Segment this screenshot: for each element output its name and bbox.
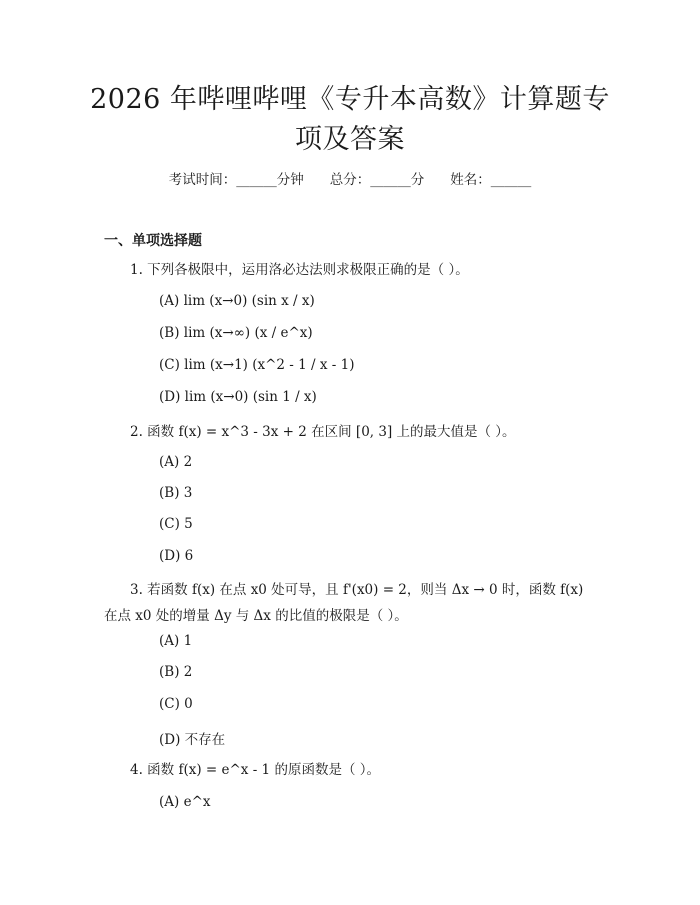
question-4-option-a: (A) e^x [159,794,211,810]
total-score-field: 总分：______分 [329,172,425,188]
question-2-stem: 2. 函数 f(x) = x^3 - 3x + 2 在区间 [0, 3] 上的最大值是（ ）。 [130,424,516,440]
question-3-option-a: (A) 1 [159,633,193,649]
section-title: 一、单项选择题 [104,233,202,249]
question-2-option-b: (B) 3 [159,485,193,501]
exam-time-field: 考试时间：______分钟 [168,172,304,188]
name-field: 姓名：______ [450,172,532,188]
question-1-option-b: (B) lim (x→∞) (x / e^x) [159,325,313,341]
exam-meta [0,168,700,188]
question-1-option-c: (C) lim (x→1) (x^2 - 1 / x - 1) [159,357,355,373]
document-title: 2026 年哔哩哔哩《专升本高数》计算题专项及答案 [90,84,610,155]
question-2-option-c: (C) 5 [159,516,193,532]
question-1-option-d: (D) lim (x→0) (sin 1 / x) [159,389,317,405]
question-3-option-b: (B) 2 [159,664,193,680]
question-3-stem: 3. 若函数 f(x) 在点 x0 处可导，且 f'(x0) = 2，则当 Δx → 0 时，函数 f(x) 在点 x0 处的增量 Δy 与 Δx 的比值的极限是（ ）。 [104,582,584,624]
question-2-option-d: (D) 6 [159,548,194,564]
question-1-option-a: (A) lim (x→0) (sin x / x) [159,293,315,309]
question-1-stem: 1. 下列各极限中，运用洛必达法则求极限正确的是（ ）。 [130,262,469,278]
question-3-option-c: (C) 0 [159,696,193,712]
question-2-option-a: (A) 2 [159,454,193,470]
question-3-option-d: (D) 不存在 [159,732,226,748]
question-4-stem: 4. 函数 f(x) = e^x - 1 的原函数是（ ）。 [130,762,380,778]
